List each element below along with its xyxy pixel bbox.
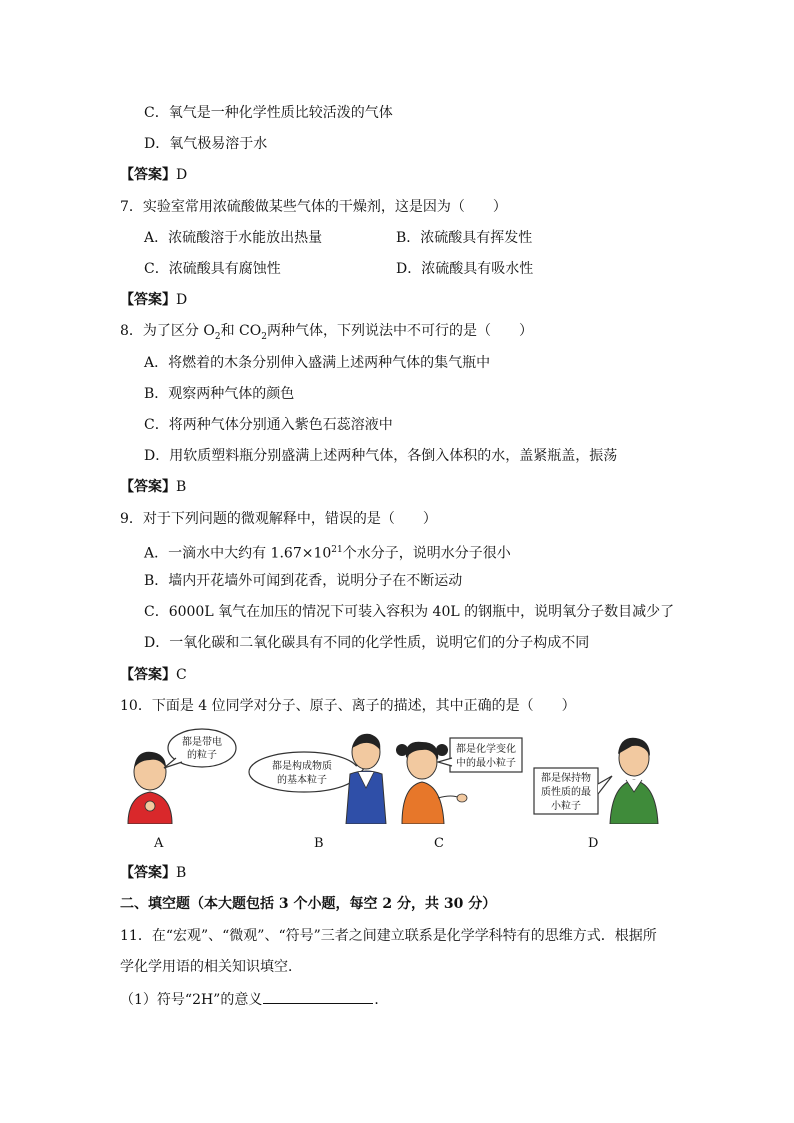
q8-option-a: A．将燃着的木条分别伸入盛满上述两种气体的集气瓶中 (144, 355, 491, 371)
q8-stem-part: 两种气体，下列说法中不可行的是（ ） (266, 323, 533, 339)
q6-answer (120, 166, 187, 184)
speech-bubble-c (438, 738, 522, 772)
bubble-d-line2: 质性质的最 (541, 787, 591, 798)
speech-bubble-a (164, 729, 236, 768)
answer-label: 【答案】 (120, 292, 176, 308)
q9-answer (120, 666, 187, 684)
answer-blank[interactable] (263, 989, 373, 1004)
q9-option-c: C．6000L 氧气在加压的情况下可装入容积为 40L 的钢瓶中，说明氧分子数目减少了 (144, 604, 675, 620)
bubble-a-line2: 的粒子 (187, 750, 217, 761)
q8-subscript: 2 (261, 331, 267, 342)
q6-option-d: D．氧气极易溶于水 (144, 136, 268, 152)
answer-label: 【答案】 (120, 865, 176, 881)
q7-option-c: C．浓硫酸具有腐蚀性 (144, 261, 281, 277)
answer-label: 【答案】 (120, 167, 176, 183)
bubble-b-line2: 的基本粒子 (277, 775, 327, 786)
q7-stem: 7．实验室常用浓硫酸做某些气体的干燥剂，这是因为（ ） (120, 199, 507, 215)
q9-option-b: B．墙内开花墙外可闻到花香，说明分子在不断运动 (144, 573, 463, 589)
q9-option-a-part: A．一滴水中大约有 1.67×10 (144, 545, 332, 562)
q9-stem: 9．对于下列问题的微观解释中，错误的是（ ） (120, 511, 437, 527)
q8-subscript: 2 (214, 331, 221, 342)
q8-option-c: C．将两种气体分别通入紫色石蕊溶液中 (144, 417, 393, 433)
q7-option-b: B．浓硫酸具有挥发性 (396, 230, 533, 246)
student-a-figure (128, 752, 172, 824)
q9-option-a-part: 个水分子，说明水分子很小 (342, 545, 511, 562)
answer-label: 【答案】 (120, 479, 176, 495)
answer-value: D (176, 167, 188, 183)
q11-sub1-text: （1）符号“2H”的意义 (120, 992, 263, 1008)
q7-option-a: A．浓硫酸溶于水能放出热量 (144, 230, 323, 246)
figure-label-c: C (434, 836, 444, 851)
bubble-d-line1: 都是保持物 (541, 773, 591, 784)
student-b-figure (346, 734, 386, 824)
q6-option-c: C．氧气是一种化学性质比较活泼的气体 (144, 105, 393, 121)
bubble-c-line2: 中的最小粒子 (456, 758, 516, 769)
figure-label-d: D (588, 836, 599, 851)
q8-answer (120, 478, 186, 496)
figure-label-a: A (154, 836, 164, 851)
q10-answer (120, 864, 186, 882)
student-d-figure (610, 738, 658, 824)
bubble-a-line1: 都是带电 (182, 737, 222, 748)
q9-superscript: 21 (331, 545, 343, 555)
q8-option-d: D．用软质塑料瓶分别盛满上述两种气体，各倒入体积的水，盖紧瓶盖，振荡 (144, 448, 618, 464)
q11-stem-line1: 11．在“宏观”、“微观”、“符号”三者之间建立联系是化学学科特有的思维方式．根据所 (120, 928, 657, 944)
figure-label-b: B (314, 836, 324, 851)
q9-option-a (144, 541, 511, 563)
q8-option-b: B．观察两种气体的颜色 (144, 386, 295, 402)
q9-option-d: D．一氧化碳和二氧化碳具有不同的化学性质，说明它们的分子构成不同 (144, 635, 590, 651)
q10-stem: 10．下面是 4 位同学对分子、原子、离子的描述，其中正确的是（ ） (120, 698, 576, 714)
answer-value: C (176, 667, 187, 683)
answer-value: D (176, 292, 188, 308)
bubble-c-line1: 都是化学变化 (456, 744, 516, 755)
answer-label: 【答案】 (120, 667, 176, 683)
q8-stem (120, 322, 533, 346)
bubble-b-line1: 都是构成物质 (272, 761, 332, 772)
bubble-d-line3: 小粒子 (551, 801, 581, 812)
q11-stem-line2: 学化学用语的相关知识填空． (120, 959, 302, 975)
section-2-title: 二、填空题（本大题包括 3 个小题，每空 2 分，共 30 分） (120, 896, 497, 912)
speech-bubble-d (534, 768, 612, 814)
q7-option-d: D．浓硫酸具有吸水性 (396, 261, 534, 277)
q8-stem-part: 8．为了区分 O (120, 323, 215, 339)
q8-stem-part: 和 CO (220, 323, 262, 339)
q11-subquestion-1 (120, 989, 388, 1009)
q11-sub1-text: ． (374, 992, 389, 1008)
answer-value: B (176, 865, 187, 881)
answer-value: B (176, 479, 187, 495)
q10-illustration (120, 728, 680, 824)
q7-answer (120, 291, 187, 309)
